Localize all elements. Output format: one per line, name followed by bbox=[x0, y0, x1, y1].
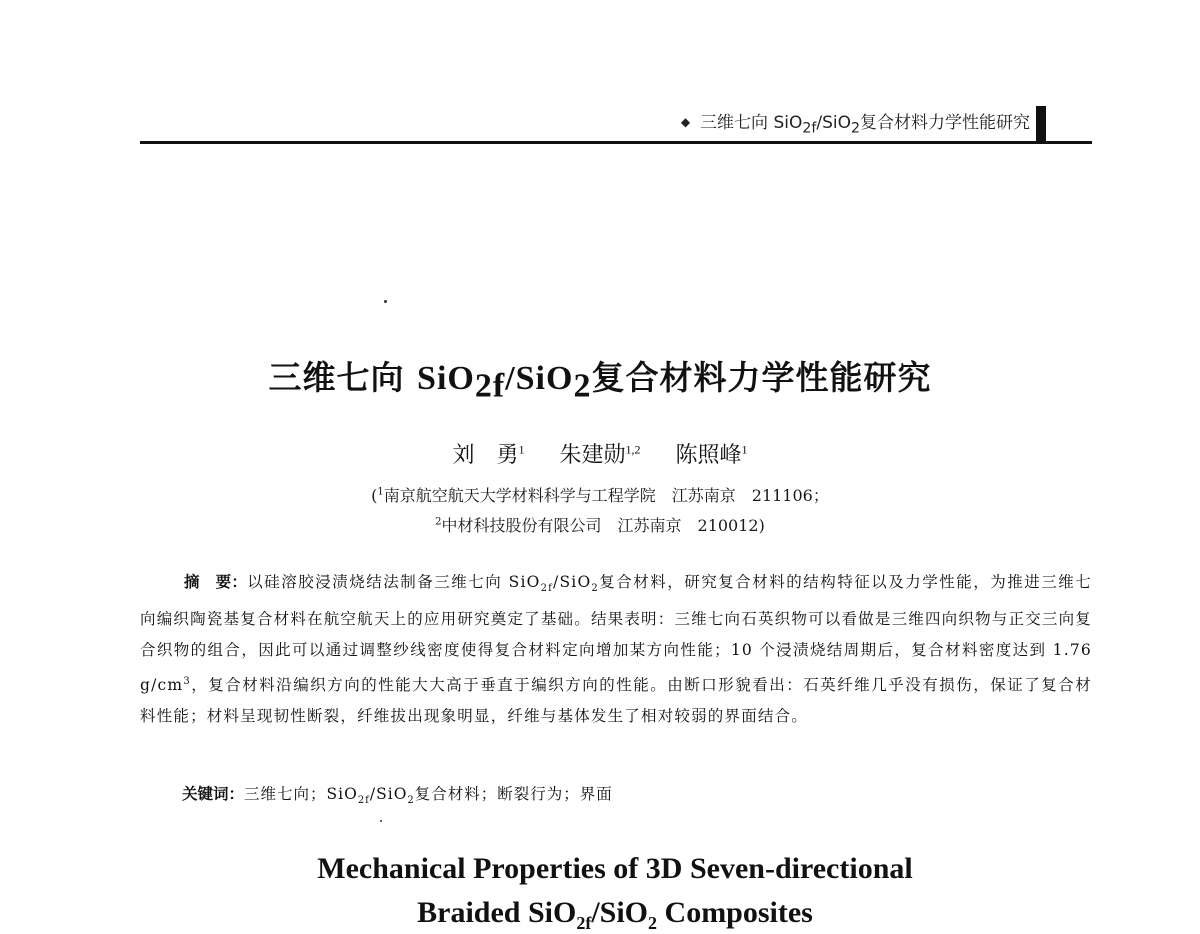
affiliation-1 bbox=[0, 483, 1200, 506]
author-name: 陈照峰 bbox=[675, 443, 742, 468]
title-cn-text: 复合材料力学性能研究 bbox=[591, 358, 932, 397]
author bbox=[559, 443, 640, 468]
keywords bbox=[182, 779, 1082, 816]
abstract-text: ，复合材料沿编织方向的性能大大高于垂直于编织方向的性能。由断口形貌看出：石英纤维几乎没有损伤，保证了复合材料性能；材料呈现韧性断裂，纤维拔出现象明显，纤维与基体发生了相对较弱的界面结合。 bbox=[140, 676, 1092, 726]
abstract-text: 以硅溶胶浸渍烧结法制备三维七向 SiO bbox=[247, 573, 541, 591]
author-affil-mark: 1 bbox=[741, 442, 748, 457]
paper-title-en-line-2 bbox=[0, 896, 1200, 934]
author bbox=[452, 443, 524, 468]
author-name: 刘 勇 bbox=[452, 443, 519, 468]
title-en-text: /SiO bbox=[591, 896, 649, 929]
title-cn-subscript: 2 bbox=[573, 367, 592, 405]
header-rule bbox=[140, 141, 1092, 144]
author bbox=[676, 443, 748, 468]
affiliation-paren: ( bbox=[371, 486, 378, 505]
title-cn-subscript: 2f bbox=[474, 367, 506, 405]
title-cn-formula: SiO bbox=[417, 360, 475, 397]
title-cn-text: 三维七向 bbox=[268, 358, 418, 397]
author-list bbox=[0, 438, 1200, 469]
author-name: 朱建勋 bbox=[559, 443, 626, 468]
scan-speck bbox=[380, 820, 382, 822]
title-en-text: Braided SiO bbox=[417, 896, 577, 929]
affiliation-text: 南京航空航天大学材料科学与工程学院 江苏南京 211106； bbox=[383, 486, 829, 505]
paper-title-cn bbox=[0, 352, 1200, 406]
title-en-text: Composites bbox=[657, 896, 813, 929]
abstract-label: 摘 要： bbox=[184, 573, 248, 591]
title-en-subscript: 2 bbox=[648, 913, 658, 933]
running-header-subscript: 2f bbox=[802, 120, 817, 137]
author-affil-mark: 1 bbox=[518, 442, 525, 457]
running-header-text: /SiO bbox=[816, 113, 851, 133]
keywords-text: 复合材料；断裂行为；界面 bbox=[414, 785, 613, 803]
affiliation-mark: 1 bbox=[377, 486, 384, 498]
running-header-text: 复合材料力学性能研究 bbox=[860, 113, 1030, 133]
running-header-subscript: 2 bbox=[850, 120, 860, 137]
keywords-subscript: 2 bbox=[407, 795, 415, 807]
abstract bbox=[140, 567, 1092, 732]
abstract-subscript: 2f bbox=[540, 583, 554, 595]
keywords-subscript: 2f bbox=[357, 795, 370, 807]
abstract-subscript: 2 bbox=[591, 583, 599, 595]
running-header bbox=[0, 108, 1030, 136]
header-marker-block bbox=[1036, 106, 1046, 144]
paper-title-en-line-1: Mechanical Properties of 3D Seven-directional bbox=[317, 852, 913, 885]
affiliation-mark: 2 bbox=[435, 516, 442, 528]
abstract-text: 复合材料，研究复合材料的结构特征以及力学性能，为推进三维七向编织陶瓷基复合材料在航空航天上的应用研究奠定了基础。结果表明：三维七向石英织物可以看做是三维四向织物与正交三向复合织物的组合，因此可以通过调整纱线密度使得复合材料定向增加某方向性能；10 个浸渍烧结周期后，复合材料密度达到 1.76 g/cm bbox=[140, 573, 1092, 695]
scan-speck bbox=[384, 300, 387, 303]
abstract-text: /SiO bbox=[553, 573, 592, 591]
author-affil-mark: 1,2 bbox=[625, 442, 641, 457]
abstract-superscript: 3 bbox=[183, 676, 191, 688]
keywords-text: 三维七向；SiO bbox=[244, 785, 358, 803]
diamond-bullet-icon: ◆ bbox=[680, 115, 691, 129]
keywords-label: 关键词： bbox=[182, 785, 245, 803]
keywords-text: /SiO bbox=[369, 785, 408, 803]
running-header-text: 三维七向 SiO bbox=[700, 113, 803, 133]
affiliation-2 bbox=[0, 513, 1200, 536]
affiliation-text: 中材科技股份有限公司 江苏南京 210012) bbox=[441, 516, 765, 535]
title-en-subscript: 2f bbox=[576, 913, 592, 933]
title-cn-formula: /SiO bbox=[505, 360, 574, 397]
